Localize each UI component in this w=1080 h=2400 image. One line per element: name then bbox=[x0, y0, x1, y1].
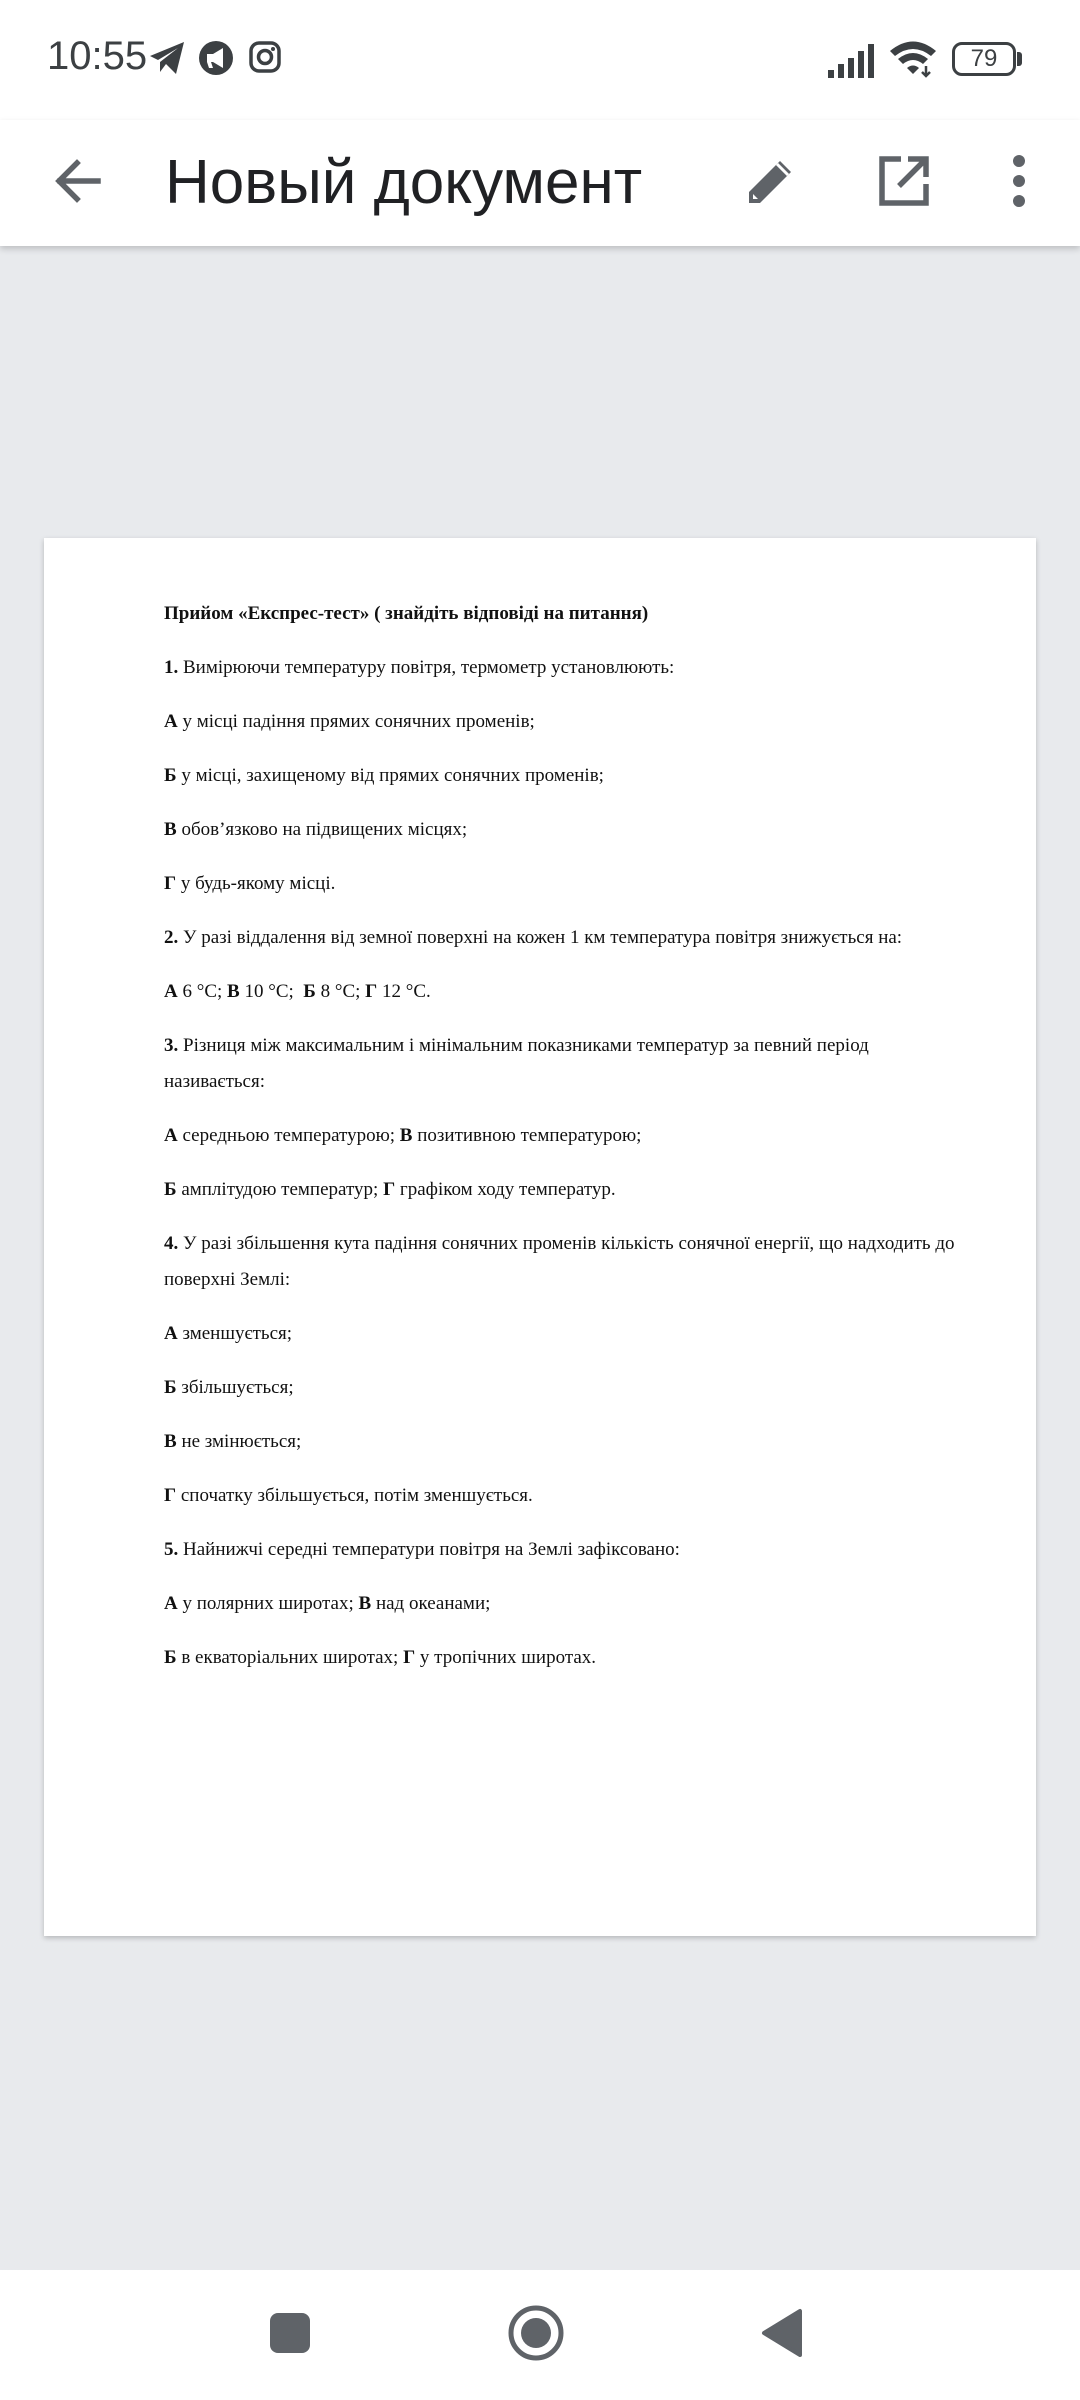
nav-back-button[interactable] bbox=[722, 2270, 842, 2400]
answer-4b: Б збільшується; bbox=[164, 1377, 294, 1398]
battery-tip bbox=[1017, 52, 1022, 66]
question-3: 3. Різниця між максимальним і мінімальним показниками температур за певний період називається: bbox=[164, 1035, 869, 1092]
question-5: 5. Найнижчі середні температури повітря на Землі зафіксовано: bbox=[164, 1539, 680, 1560]
wifi-icon bbox=[888, 38, 938, 83]
answer-1b: Б у місці, захищеному від прямих сонячних променів; bbox=[164, 765, 604, 786]
square-icon bbox=[269, 2312, 311, 2359]
back-button[interactable] bbox=[22, 120, 132, 246]
answers-5a: А у полярних широтах; В над океанами; bbox=[164, 1593, 491, 1614]
edit-button[interactable] bbox=[716, 120, 826, 246]
home-button[interactable] bbox=[476, 2270, 596, 2400]
app-bar bbox=[0, 120, 1080, 246]
answers-3b: Б амплітудою температур; Г графіком ходу температур. bbox=[164, 1179, 616, 1200]
answer-4d: Г спочатку збільшується, потім зменшується. bbox=[164, 1485, 533, 1506]
status-time: 10:55 bbox=[47, 34, 148, 78]
megaphone-icon bbox=[198, 40, 234, 81]
answer-4c: В не змінюється; bbox=[164, 1431, 302, 1452]
system-nav-bar bbox=[0, 2270, 1080, 2400]
document-page bbox=[44, 538, 1036, 1936]
circle-icon bbox=[507, 2304, 565, 2367]
triangle-icon bbox=[760, 2308, 804, 2363]
battery-indicator bbox=[952, 42, 1016, 76]
document-viewer[interactable] bbox=[0, 246, 1080, 2270]
answers-5b: Б в екваторіальних широтах; Г у тропічних широтах. bbox=[164, 1647, 597, 1668]
question-4: 4. У разі збільшення кута падіння сонячних променів кількість сонячної енергії, що надходить до поверхні Землі: bbox=[164, 1233, 955, 1290]
instagram-icon bbox=[248, 40, 282, 79]
status-bar bbox=[0, 0, 1080, 120]
more-options-button[interactable] bbox=[964, 120, 1074, 246]
question-2: 2. У разі віддалення від земної поверхні на кожен 1 км температура повітря знижується на: bbox=[164, 927, 903, 948]
answer-1a: А у місці падіння прямих сонячних променів; bbox=[164, 711, 535, 732]
doc-heading: Прийом «Експрес-тест» ( знайдіть відповіді на питання) bbox=[164, 603, 649, 624]
recents-button[interactable] bbox=[230, 2270, 350, 2400]
open-in-new-icon bbox=[877, 154, 931, 213]
answers-3a: А середньою температурою; В позитивною температурою; bbox=[164, 1125, 642, 1146]
answer-4a: А зменшується; bbox=[164, 1323, 293, 1344]
document-title: Новый документ bbox=[165, 148, 643, 217]
pencil-icon bbox=[744, 154, 798, 213]
telegram-icon bbox=[148, 40, 186, 81]
battery-level: 79 bbox=[970, 45, 998, 72]
answer-1c: В обов’язково на підвищених місцях; bbox=[164, 819, 468, 840]
signal-icon bbox=[826, 42, 876, 83]
answers-2: А 6 °С; В 10 °С; Б 8 °С; Г 12 °С. bbox=[164, 981, 431, 1002]
more-vert-icon bbox=[1011, 154, 1027, 213]
question-1: 1. Вимірюючи температуру повітря, термометр установлюють: bbox=[164, 657, 675, 678]
open-external-button[interactable] bbox=[849, 120, 959, 246]
document-content bbox=[164, 596, 964, 1694]
answer-1d: Г у будь-якому місці. bbox=[164, 873, 336, 894]
arrow-back-icon bbox=[52, 156, 102, 211]
